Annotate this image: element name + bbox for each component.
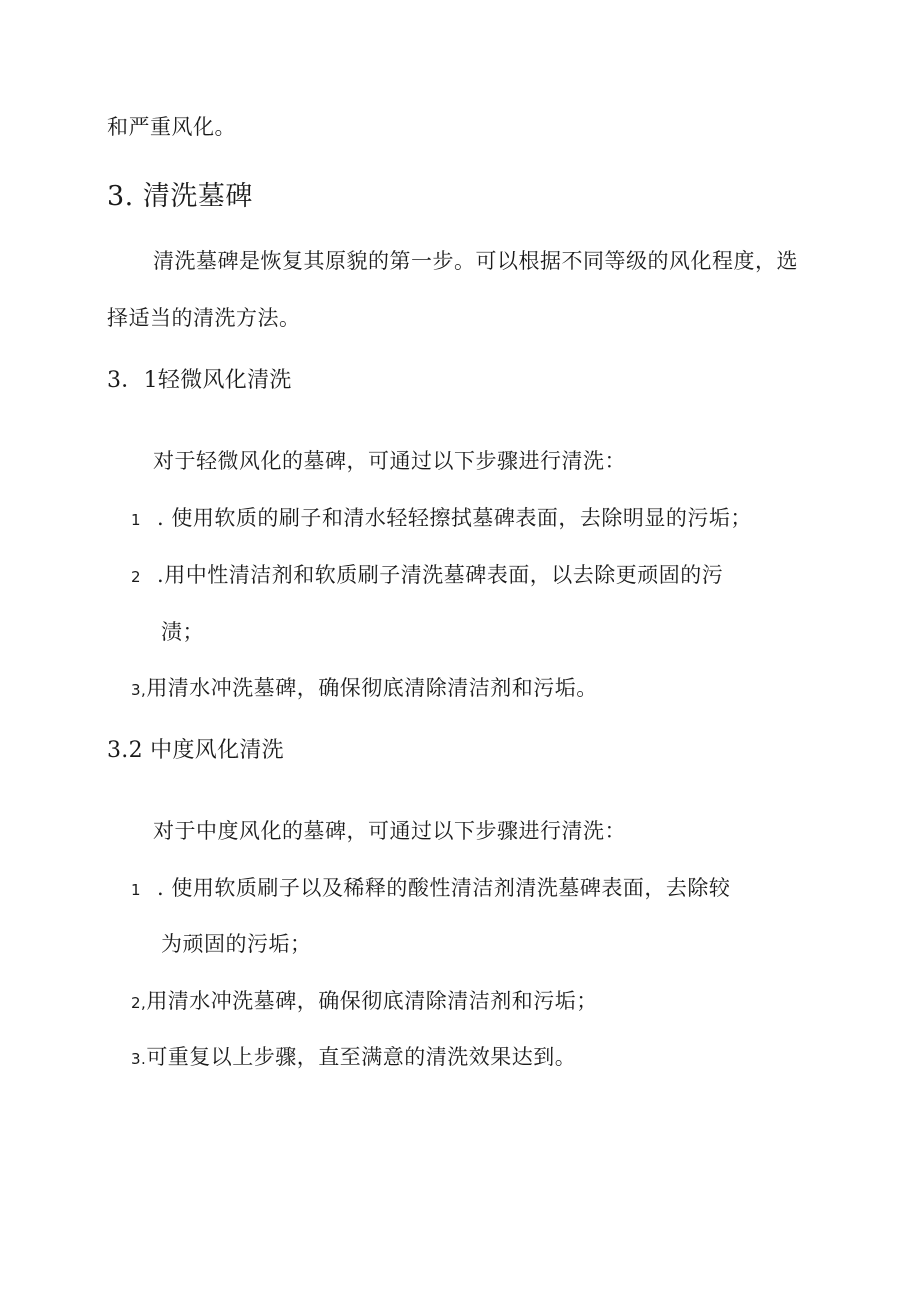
section-heading-3: 3. 清洗墓碑 [107, 181, 253, 212]
list-item-number: 3. [131, 1050, 147, 1068]
list-item-text: 用清水冲洗墓碑，确保彻底清除清洁剂和污垢； [146, 989, 598, 1013]
list-item [131, 508, 752, 529]
subsection-heading-3-2: 3.2 中度风化清洗 [107, 738, 284, 763]
list-item-number: 2 [131, 568, 142, 586]
list-item [131, 678, 598, 699]
intro-paragraph-line-1: 清洗墓碑是恢复其原貌的第一步。可以根据不同等级的风化程度，选 [153, 249, 798, 273]
list-item-text: 可重复以上步骤，直至满意的清洗效果达到。 [146, 1045, 577, 1069]
intro-paragraph-line-2: 择适当的清洗方法。 [107, 306, 301, 330]
list-item-number: 3, [131, 681, 147, 699]
list-item-continuation: 为顽固的污垢； [161, 932, 312, 956]
list-item-number: 1 [131, 511, 142, 529]
list-item [131, 1047, 576, 1068]
list-item-text: 用清水冲洗墓碑，确保彻底清除清洁剂和污垢。 [146, 676, 598, 700]
list-item-number: 1 [131, 881, 142, 899]
subsection-heading-3-1: 3．1轻微风化清洗 [107, 368, 292, 393]
list-item [131, 565, 723, 586]
list-item-text: .用中性清洁剂和软质刷子清洗墓碑表面，以去除更顽固的污 [157, 563, 724, 587]
list-item [131, 878, 730, 899]
list-item [131, 991, 598, 1012]
list-item-number: 2, [131, 994, 147, 1012]
continued-paragraph: 和严重风化。 [107, 115, 236, 139]
subsection-3-1-intro: 对于轻微风化的墓碑，可通过以下步骤进行清洗： [153, 449, 626, 473]
list-item-text: . 使用软质的刷子和清水轻轻擦拭墓碑表面，去除明显的污垢； [157, 506, 752, 530]
list-item-continuation: 渍； [161, 620, 204, 644]
subsection-3-2-intro: 对于中度风化的墓碑，可通过以下步骤进行清洗： [153, 819, 626, 843]
list-item-text: . 使用软质刷子以及稀释的酸性清洁剂清洗墓碑表面，去除较 [157, 876, 731, 900]
